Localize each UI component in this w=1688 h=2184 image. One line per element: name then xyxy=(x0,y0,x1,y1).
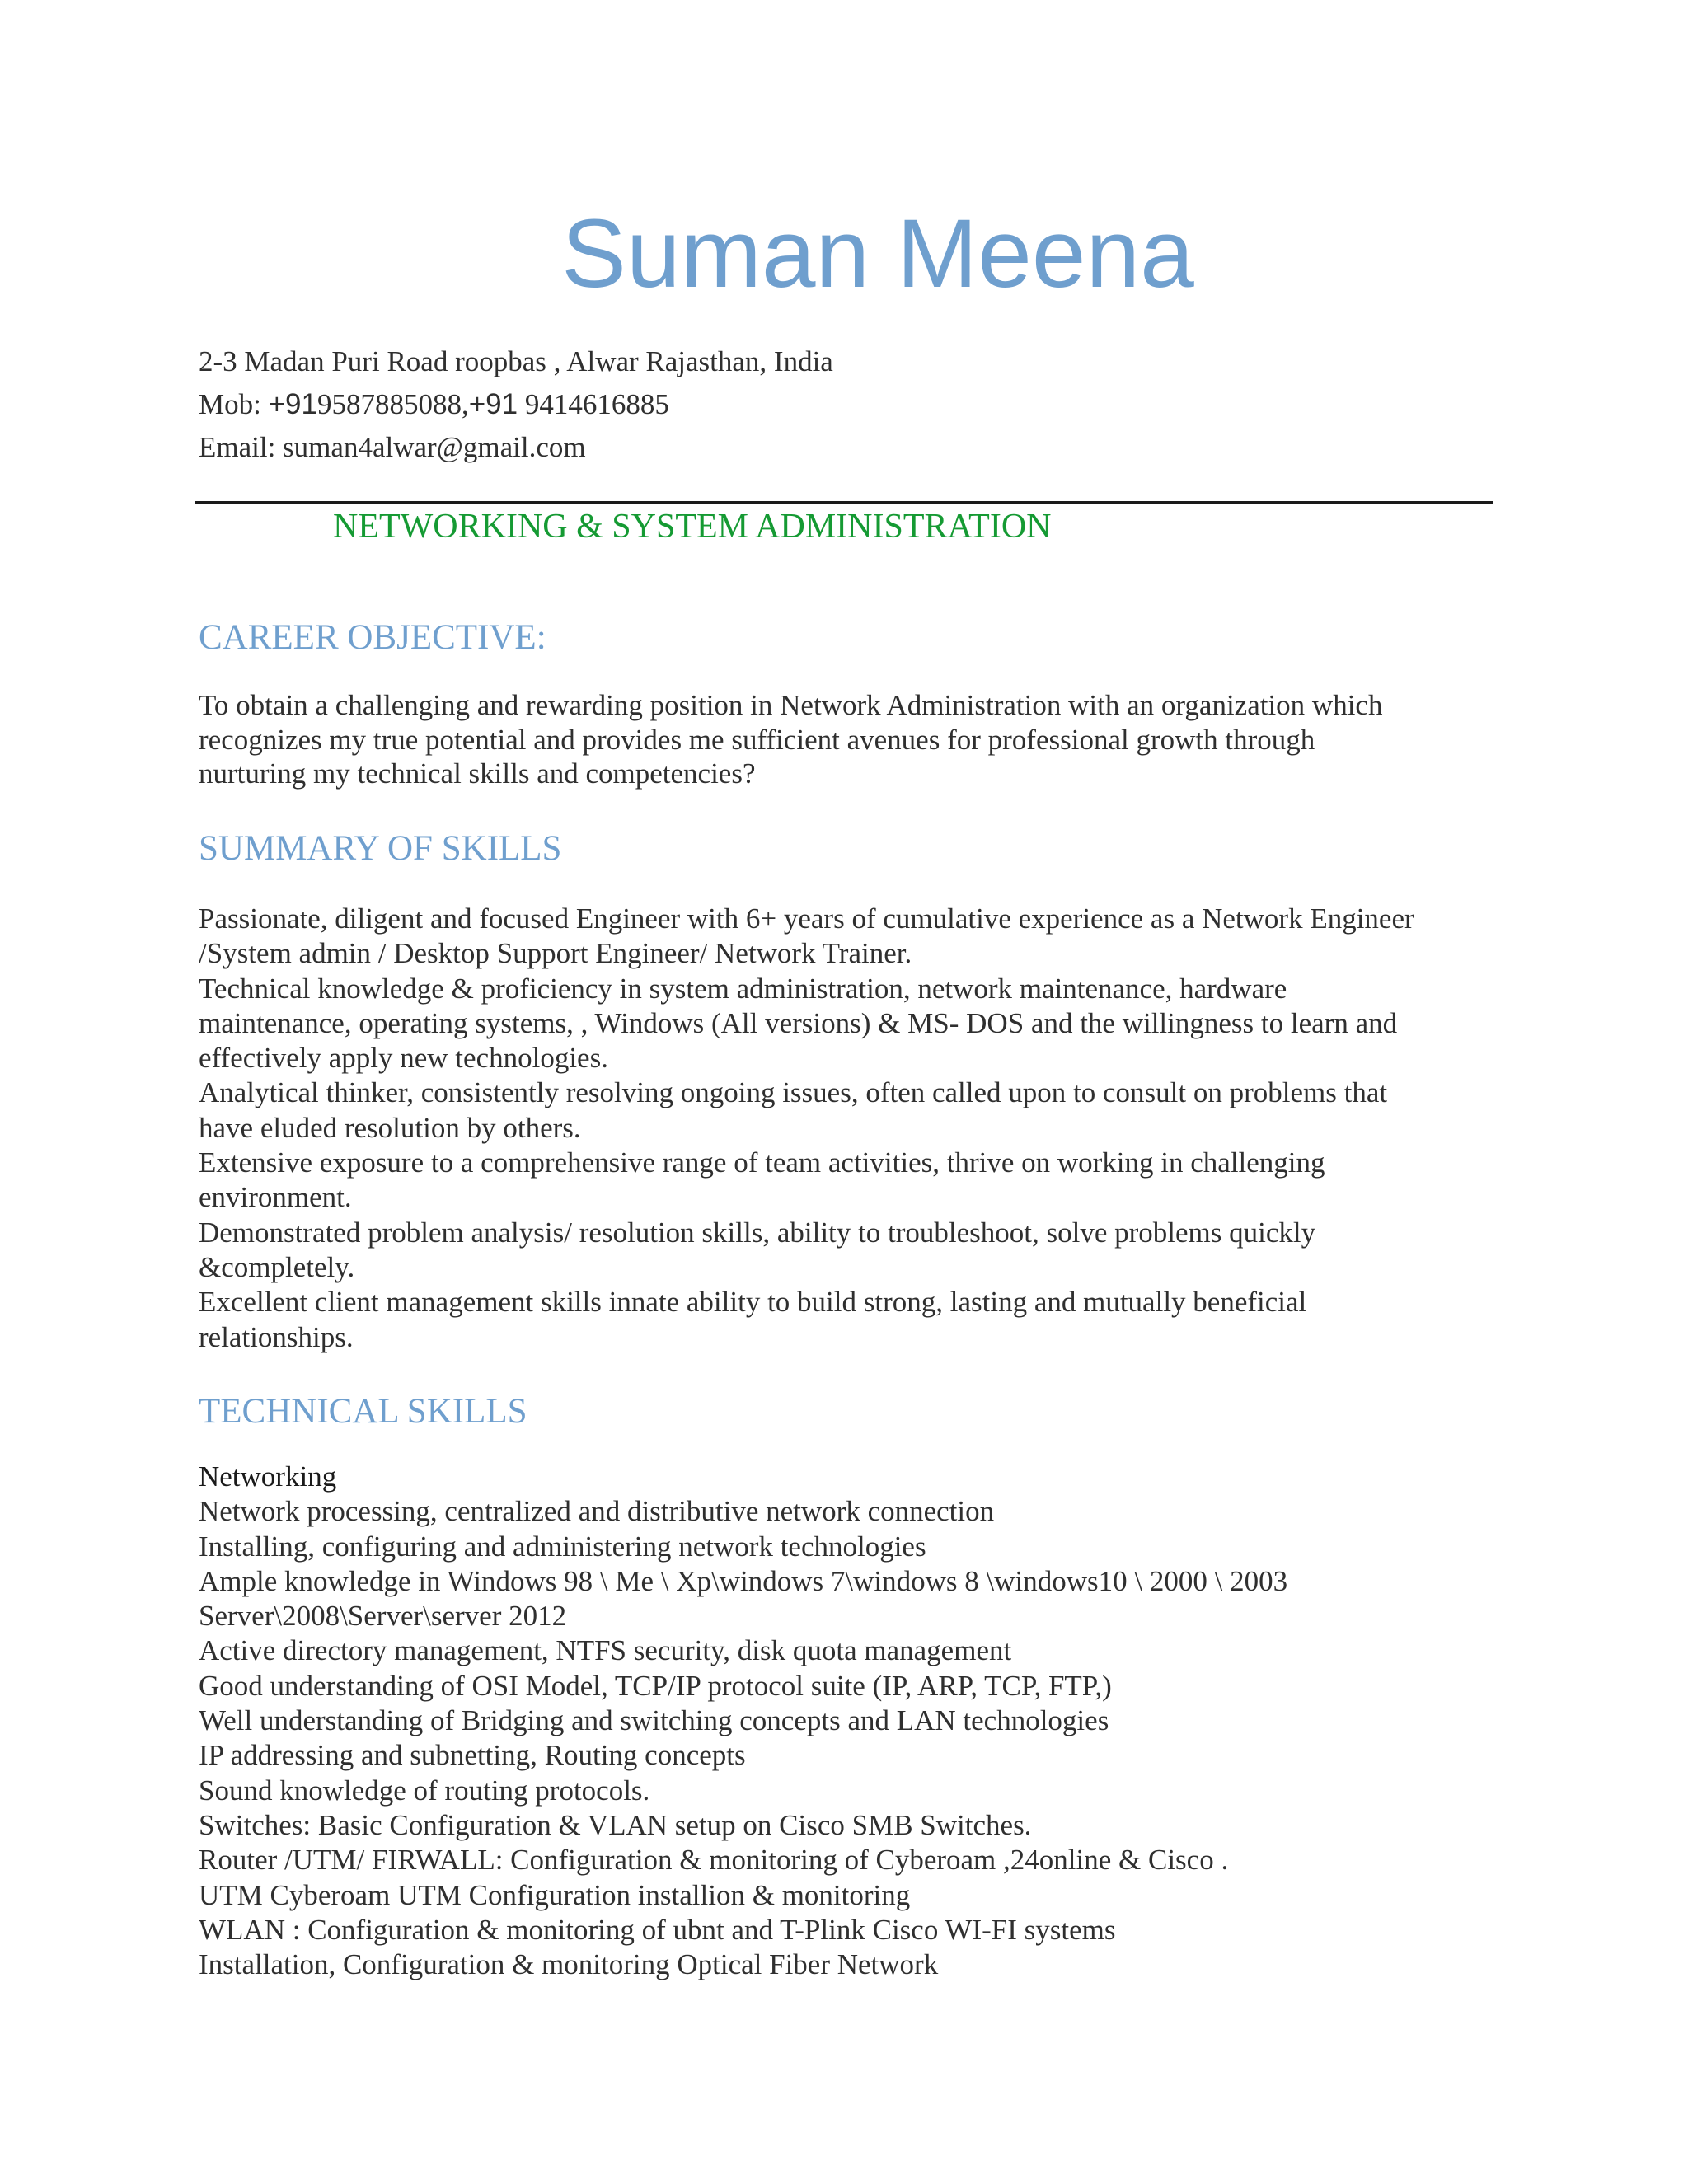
text-line: Active directory management, NTFS security, disk quota management xyxy=(199,1634,1012,1667)
role-subtitle: NETWORKING & SYSTEM ADMINISTRATION xyxy=(333,508,1052,546)
text-line: &completely. xyxy=(199,1250,355,1283)
technical-skills-heading: TECHNICAL SKILLS xyxy=(199,1392,528,1431)
career-objective-text xyxy=(199,688,1517,791)
email-line: Email: suman4alwar@gmail.com xyxy=(199,431,586,463)
text-line: Technical knowledge & proficiency in system administration, network maintenance, hardware xyxy=(199,972,1287,1005)
mobile-1-prefix: +91 xyxy=(268,388,317,420)
mobile-line xyxy=(199,383,833,426)
mobile-label: Mob: xyxy=(199,388,269,420)
text-line: relationships. xyxy=(199,1320,354,1353)
text-line: IP addressing and subnetting, Routing concepts xyxy=(199,1739,746,1772)
text-line: Excellent client management skills innate ability to build strong, lasting and mutually beneficial xyxy=(199,1286,1307,1319)
mobile-2-number: 9414616885 xyxy=(518,388,669,420)
text-line: recognizes my true potential and provides me sufficient avenues for professional growth through xyxy=(199,723,1315,756)
text-line: Good understanding of OSI Model, TCP/IP protocol suite (IP, ARP, TCP, FTP,) xyxy=(199,1669,1112,1702)
candidate-name: Suman Meena xyxy=(561,199,1194,308)
mobile-1-number: 9587885088, xyxy=(316,388,469,420)
networking-subheading: Networking xyxy=(199,1460,337,1493)
text-line: effectively apply new technologies. xyxy=(199,1042,608,1075)
text-line: To obtain a challenging and rewarding position in Network Administration with an organization which xyxy=(199,689,1383,721)
text-line: have eluded resolution by others. xyxy=(199,1111,581,1144)
text-line: Installing, configuring and administering network technologies xyxy=(199,1530,926,1563)
career-objective-heading: CAREER OBJECTIVE: xyxy=(199,618,546,657)
address-line: 2-3 Madan Puri Road roopbas , Alwar Rajasthan, India xyxy=(199,345,833,377)
text-line: Switches: Basic Configuration & VLAN setup on Cisco SMB Switches. xyxy=(199,1808,1032,1841)
summary-of-skills-heading: SUMMARY OF SKILLS xyxy=(199,829,562,868)
text-line: UTM Cyberoam UTM Configuration installion & monitoring xyxy=(199,1878,911,1911)
text-line: /System admin / Desktop Support Engineer/ Network Trainer. xyxy=(199,937,912,970)
summary-of-skills-text xyxy=(199,902,1517,1355)
text-line: Router /UTM/ FIRWALL: Configuration & monitoring of Cyberoam ,24online & Cisco . xyxy=(199,1844,1229,1877)
text-line: Extensive exposure to a comprehensive range of team activities, thrive on working in challenging xyxy=(199,1146,1325,1179)
text-line: maintenance, operating systems, , Windows (All versions) & MS- DOS and the willingness to learn and xyxy=(199,1006,1398,1039)
text-line: Ample knowledge in Windows 98 \ Me \ Xp\windows 7\windows 8 \windows10 \ 2000 \ 2003 xyxy=(199,1564,1288,1597)
contact-block xyxy=(199,340,833,469)
text-line: Server\2008\Server\server 2012 xyxy=(199,1600,567,1633)
text-line: nurturing my technical skills and competencies? xyxy=(199,757,756,790)
text-line: Sound knowledge of routing protocols. xyxy=(199,1774,650,1807)
technical-skills-text xyxy=(199,1460,1517,1982)
text-line: Well understanding of Bridging and switching concepts and LAN technologies xyxy=(199,1704,1109,1737)
text-line: environment. xyxy=(199,1181,352,1214)
text-line: Analytical thinker, consistently resolving ongoing issues, often called upon to consult on problems that xyxy=(199,1076,1388,1109)
text-line: Network processing, centralized and distributive network connection xyxy=(199,1495,995,1528)
mobile-2-prefix: +91 xyxy=(468,388,518,420)
text-line: Demonstrated problem analysis/ resolution skills, ability to troubleshoot, solve problems quickly xyxy=(199,1216,1316,1249)
text-line: Installation, Configuration & monitoring Optical Fiber Network xyxy=(199,1948,939,1981)
text-line: WLAN : Configuration & monitoring of ubnt and T-Plink Cisco WI-FI systems xyxy=(199,1913,1116,1946)
text-line: Passionate, diligent and focused Engineer with 6+ years of cumulative experience as a Network Engineer xyxy=(199,902,1414,935)
